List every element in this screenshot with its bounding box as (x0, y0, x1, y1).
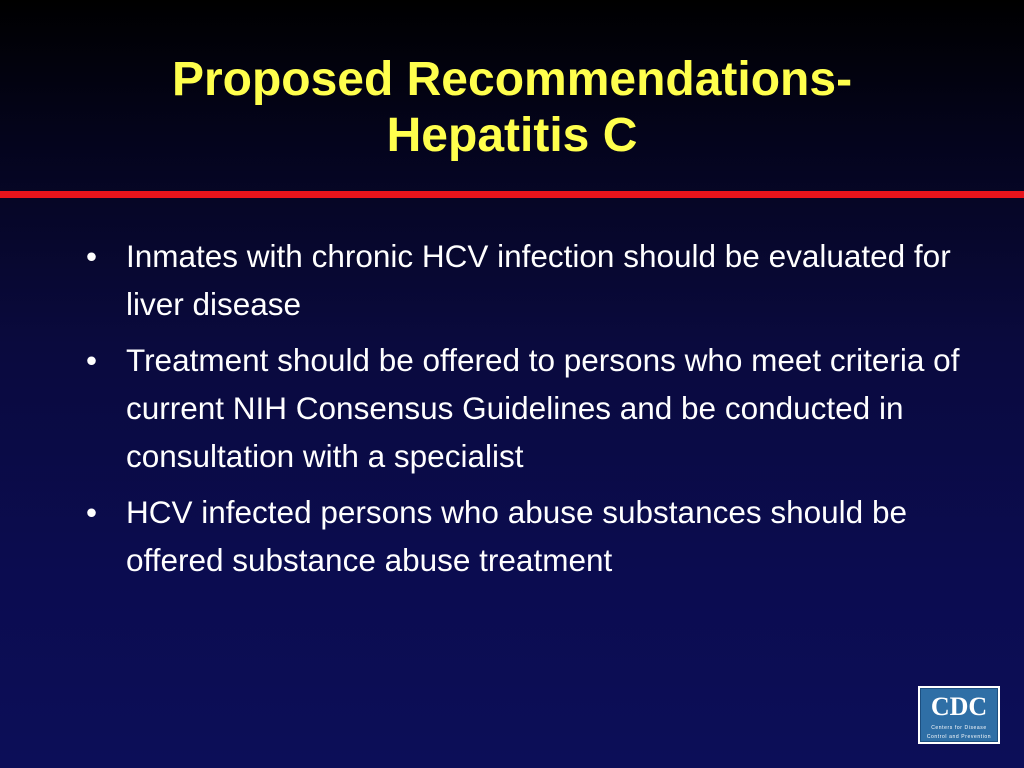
bullet-text: HCV infected persons who abuse substances should be offered substance abuse treatment (126, 494, 907, 578)
title-divider (0, 191, 1024, 198)
cdc-logo-subtext-1: Centers for Disease (931, 725, 987, 731)
bullet-dot-icon: • (86, 238, 98, 274)
bullet-list (86, 232, 966, 592)
cdc-logo-subtext-2: Control and Prevention (926, 734, 992, 740)
cdc-logo-text: CDC (930, 692, 988, 721)
bullet-item (86, 336, 966, 480)
slide-title-line-1: Proposed Recommendations- (171, 53, 853, 106)
cdc-logo-panel (920, 688, 998, 742)
bullet-text: Inmates with chronic HCV infection should be evaluated for liver disease (126, 238, 951, 322)
bullet-item (86, 232, 966, 328)
bullet-dot-icon: • (86, 494, 98, 530)
cdc-logo (918, 686, 1000, 744)
bullet-text: Treatment should be offered to persons who meet criteria of current NIH Consensus Guidelines and be conducted in consultation with a specialist (126, 342, 960, 474)
bullet-dot-icon: • (86, 342, 98, 378)
slide-title-line-2: Hepatitis C (386, 109, 638, 162)
slide-title (0, 52, 1024, 164)
bullet-item (86, 488, 966, 584)
